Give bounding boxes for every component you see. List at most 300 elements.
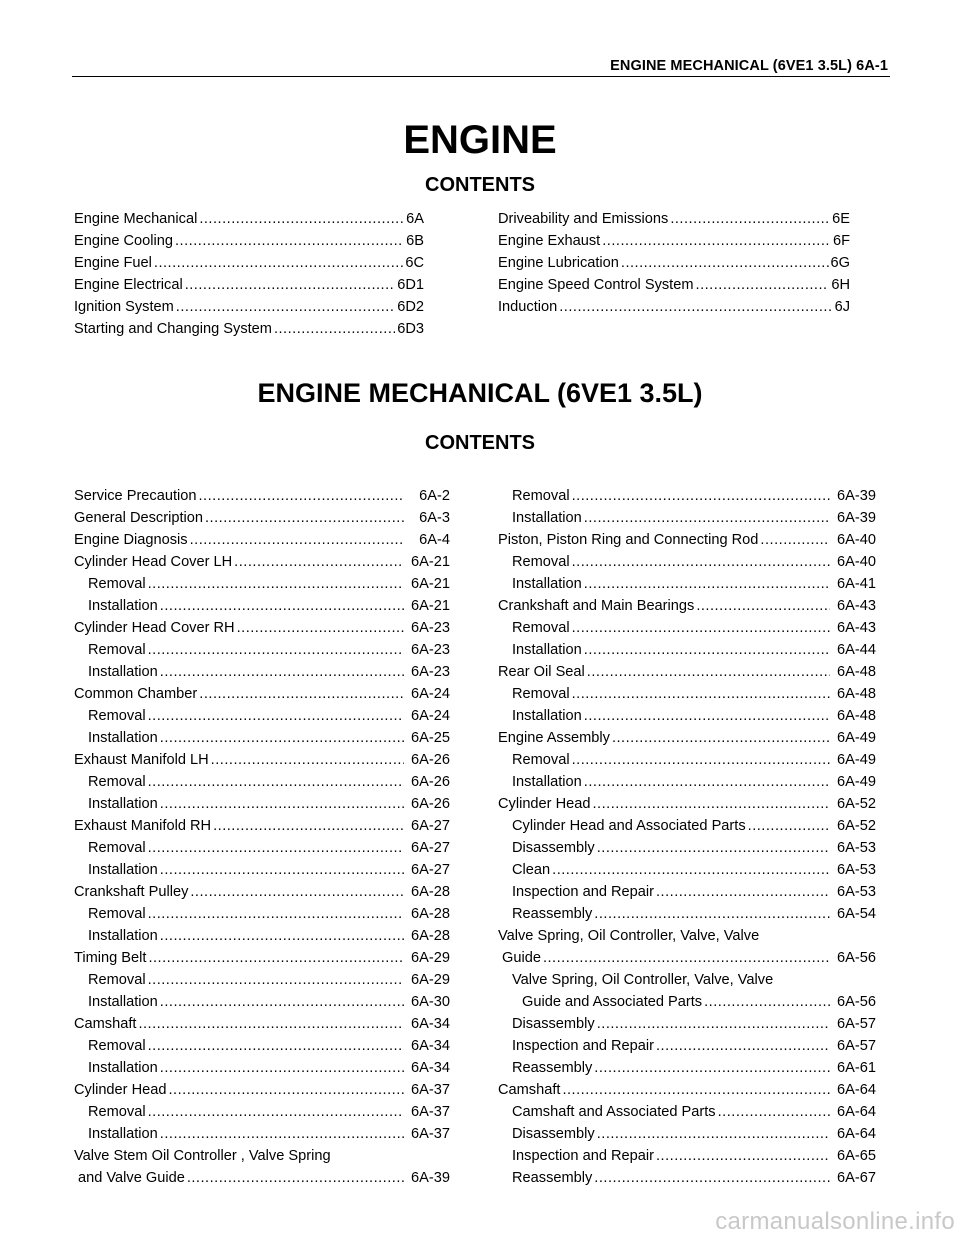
toc-entry-page: 6A-37 — [411, 1104, 450, 1120]
toc-entry-page: 6A-56 — [837, 950, 876, 966]
running-head: ENGINE MECHANICAL (6VE1 3.5L) 6A-1 — [610, 58, 888, 74]
toc-entry-label: Valve Spring, Oil Controller, Valve, Valve — [498, 928, 760, 944]
toc-entry-label: Removal — [512, 488, 570, 504]
toc-entry-label: Installation — [88, 1060, 158, 1076]
toc-entry[interactable] — [74, 230, 424, 252]
toc-entry-label: Disassembly — [512, 1016, 595, 1032]
toc-entry-label: Engine Assembly — [498, 730, 610, 746]
toc-leader-dots — [190, 881, 404, 903]
toc-entry[interactable] — [74, 1101, 450, 1123]
toc-leader-dots — [199, 208, 404, 230]
toc-entry-label: Starting and Changing System — [74, 321, 272, 337]
engine-toc-right — [498, 208, 850, 318]
toc-entry[interactable] — [498, 230, 850, 252]
toc-leader-dots — [572, 749, 830, 771]
toc-entry-page: 6A-48 — [837, 686, 876, 702]
toc-entry-page: 6A-67 — [837, 1170, 876, 1186]
toc-entry-label: Installation — [512, 708, 582, 724]
toc-entry-page: 6A-53 — [837, 862, 876, 878]
toc-entry-page: 6A-57 — [837, 1016, 876, 1032]
toc-entry-label: Reassembly — [512, 906, 593, 922]
toc-leader-dots — [562, 1079, 830, 1101]
toc-entry-label: Installation — [88, 796, 158, 812]
toc-leader-dots — [552, 859, 830, 881]
toc-leader-dots — [572, 617, 830, 639]
toc-entry-label: Installation — [88, 994, 158, 1010]
toc-entry[interactable] — [74, 925, 450, 947]
toc-entry[interactable] — [74, 617, 450, 639]
toc-leader-dots — [670, 208, 830, 230]
toc-leader-dots — [584, 507, 830, 529]
toc-leader-dots — [168, 1079, 404, 1101]
toc-leader-dots — [597, 1123, 830, 1145]
contents-heading-1: CONTENTS — [425, 174, 535, 196]
toc-entry-page: 6A — [406, 211, 424, 227]
toc-entry-label: Camshaft and Associated Parts — [512, 1104, 716, 1120]
toc-entry-label: Engine Exhaust — [498, 233, 601, 249]
toc-entry[interactable] — [498, 274, 850, 296]
toc-leader-dots — [572, 485, 830, 507]
toc-entry-page: 6A-56 — [837, 994, 876, 1010]
toc-leader-dots — [584, 705, 830, 727]
toc-entry[interactable] — [74, 1035, 450, 1057]
toc-entry[interactable] — [74, 727, 450, 749]
toc-entry-page: 6A-49 — [837, 730, 876, 746]
toc-leader-dots — [148, 639, 404, 661]
toc-entry-label: Disassembly — [512, 840, 595, 856]
toc-leader-dots — [213, 815, 404, 837]
toc-entry-page: 6A-27 — [411, 862, 450, 878]
toc-entry-page: 6A-26 — [411, 774, 450, 790]
toc-leader-dots — [138, 1013, 404, 1035]
toc-entry-page: 6A-23 — [411, 620, 450, 636]
toc-entry[interactable] — [498, 705, 876, 727]
toc-leader-dots — [594, 1057, 830, 1079]
toc-entry-page: 6A-48 — [837, 708, 876, 724]
toc-entry[interactable] — [74, 595, 450, 617]
toc-entry-label: Removal — [88, 906, 146, 922]
toc-entry[interactable] — [498, 551, 876, 573]
toc-entry[interactable] — [74, 749, 450, 771]
watermark: carmanualsonline.info — [715, 1208, 955, 1235]
toc-entry-label: Rear Oil Seal — [498, 664, 585, 680]
toc-entry[interactable] — [498, 507, 876, 529]
toc-leader-dots — [234, 551, 404, 573]
toc-entry-page: 6A-23 — [411, 642, 450, 658]
toc-entry-page: 6A-48 — [837, 664, 876, 680]
toc-leader-dots — [190, 529, 404, 551]
toc-entry-page: 6A-41 — [837, 576, 876, 592]
toc-entry-page: 6A-37 — [411, 1082, 450, 1098]
toc-entry-label: Timing Belt — [74, 950, 147, 966]
toc-entry[interactable] — [498, 1079, 876, 1101]
toc-leader-dots — [760, 529, 830, 551]
toc-entry-page: 6A-43 — [837, 598, 876, 614]
toc-entry-page: 6A-29 — [411, 950, 450, 966]
toc-entry-label: Engine Cooling — [74, 233, 173, 249]
toc-entry[interactable] — [498, 252, 850, 274]
toc-entry-label: Engine Diagnosis — [74, 532, 188, 548]
toc-leader-dots — [187, 1167, 404, 1189]
mech-toc-right — [498, 485, 876, 1189]
toc-entry[interactable] — [74, 793, 450, 815]
toc-entry-page: 6A-61 — [837, 1060, 876, 1076]
toc-entry[interactable] — [74, 639, 450, 661]
toc-entry[interactable] — [74, 771, 450, 793]
toc-entry[interactable] — [498, 991, 876, 1013]
toc-entry-label: Cylinder Head and Associated Parts — [512, 818, 746, 834]
toc-entry-label: Valve Stem Oil Controller , Valve Spring — [74, 1148, 331, 1164]
toc-leader-dots — [584, 771, 830, 793]
toc-entry[interactable] — [498, 485, 876, 507]
toc-entry-label: Installation — [512, 510, 582, 526]
toc-leader-dots — [160, 661, 404, 683]
toc-entry[interactable] — [74, 551, 450, 573]
toc-entry-page: 6A-28 — [411, 884, 450, 900]
toc-entry-label: Clean — [512, 862, 551, 878]
toc-leader-dots — [587, 661, 830, 683]
toc-entry-label: Driveability and Emissions — [498, 211, 669, 227]
toc-leader-dots — [211, 749, 404, 771]
toc-entry-label: Valve Spring, Oil Controller, Valve, Valve — [512, 972, 774, 988]
toc-entry-label: Installation — [88, 664, 158, 680]
toc-entry-page: 6A-26 — [411, 752, 450, 768]
toc-entry[interactable] — [498, 771, 876, 793]
toc-entry-label: Removal — [88, 1038, 146, 1054]
toc-leader-dots — [160, 859, 404, 881]
toc-leader-dots — [205, 507, 404, 529]
toc-entry-page: 6A-39 — [837, 488, 876, 504]
toc-entry-label: Crankshaft and Main Bearings — [498, 598, 695, 614]
toc-entry-label: Reassembly — [512, 1170, 593, 1186]
toc-entry-page: 6A-57 — [837, 1038, 876, 1054]
toc-leader-dots — [572, 683, 830, 705]
toc-leader-dots — [176, 296, 395, 318]
toc-entry-page: 6F — [832, 233, 850, 249]
toc-entry-label: Ignition System — [74, 299, 174, 315]
toc-entry[interactable] — [74, 252, 424, 274]
toc-entry[interactable] — [74, 991, 450, 1013]
toc-entry-page: 6A-53 — [837, 840, 876, 856]
toc-entry-label: Engine Speed Control System — [498, 277, 694, 293]
toc-entry[interactable] — [498, 296, 850, 318]
toc-entry-label: Engine Mechanical — [74, 211, 198, 227]
toc-entry-page: 6A-65 — [837, 1148, 876, 1164]
toc-leader-dots — [621, 252, 829, 274]
toc-entry-page: 6A-52 — [837, 818, 876, 834]
toc-entry[interactable] — [498, 529, 876, 551]
toc-entry-label: Removal — [88, 774, 146, 790]
toc-entry-page: 6A-34 — [411, 1038, 450, 1054]
toc-leader-dots — [148, 837, 404, 859]
toc-entry-label: Piston, Piston Ring and Connecting Rod — [498, 532, 759, 548]
toc-entry[interactable] — [498, 859, 876, 881]
toc-leader-dots — [696, 595, 830, 617]
toc-leader-dots — [559, 296, 832, 318]
toc-entry[interactable] — [498, 573, 876, 595]
toc-entry-page: 6A-4 — [419, 532, 450, 548]
toc-entry-label: Reassembly — [512, 1060, 593, 1076]
toc-entry-page: 6A-49 — [837, 752, 876, 768]
toc-entry[interactable] — [74, 507, 450, 529]
toc-entry[interactable] — [498, 661, 876, 683]
toc-entry-page: 6A-39 — [411, 1170, 450, 1186]
toc-entry-label: Installation — [88, 1126, 158, 1142]
toc-entry-page: 6A-28 — [411, 928, 450, 944]
toc-leader-dots — [584, 639, 830, 661]
toc-entry[interactable] — [74, 903, 450, 925]
toc-entry-label: Camshaft — [498, 1082, 561, 1098]
toc-entry-page: 6A-64 — [837, 1082, 876, 1098]
toc-entry-label: Cylinder Head Cover RH — [74, 620, 235, 636]
toc-entry-label: Installation — [88, 730, 158, 746]
toc-leader-dots — [602, 230, 831, 252]
toc-entry[interactable] — [498, 815, 876, 837]
toc-leader-dots — [175, 230, 404, 252]
toc-entry-page: 6E — [832, 211, 850, 227]
toc-leader-dots — [274, 318, 395, 340]
toc-leader-dots — [718, 1101, 830, 1123]
toc-entry[interactable] — [498, 617, 876, 639]
toc-entry-page: 6C — [405, 255, 424, 271]
toc-entry-page: 6D2 — [397, 299, 424, 315]
toc-entry-page: 6A-21 — [411, 598, 450, 614]
toc-entry[interactable] — [74, 859, 450, 881]
toc-leader-dots — [160, 925, 404, 947]
toc-entry-page: 6A-2 — [419, 488, 450, 504]
toc-entry-label: Exhaust Manifold RH — [74, 818, 212, 834]
toc-entry[interactable] — [74, 705, 450, 727]
toc-entry-page: 6A-28 — [411, 906, 450, 922]
toc-entry-page: 6A-53 — [837, 884, 876, 900]
toc-leader-dots — [160, 727, 404, 749]
toc-entry[interactable] — [74, 837, 450, 859]
toc-entry[interactable] — [74, 485, 450, 507]
toc-entry-label: and Valve Guide — [78, 1170, 185, 1186]
toc-entry[interactable] — [74, 208, 424, 230]
toc-leader-dots — [572, 551, 830, 573]
toc-entry[interactable] — [74, 1123, 450, 1145]
toc-entry[interactable] — [74, 947, 450, 969]
toc-entry[interactable] — [498, 1035, 876, 1057]
toc-leader-dots — [237, 617, 404, 639]
toc-entry[interactable] — [74, 1167, 450, 1189]
toc-entry-page: 6A-44 — [837, 642, 876, 658]
toc-entry[interactable] — [498, 208, 850, 230]
toc-entry-label: Installation — [512, 774, 582, 790]
toc-leader-dots — [584, 573, 830, 595]
toc-entry-page: 6A-23 — [411, 664, 450, 680]
toc-entry[interactable] — [498, 1167, 876, 1189]
toc-entry[interactable] — [74, 274, 424, 296]
toc-leader-dots — [148, 947, 404, 969]
toc-entry-label: Cylinder Head — [74, 1082, 167, 1098]
toc-entry-label: Inspection and Repair — [512, 1148, 654, 1164]
toc-entry-page: 6A-21 — [411, 554, 450, 570]
toc-entry-label: Exhaust Manifold LH — [74, 752, 209, 768]
toc-entry-page: 6A-64 — [837, 1104, 876, 1120]
toc-entry-page: 6A-27 — [411, 840, 450, 856]
toc-entry-page: 6A-52 — [837, 796, 876, 812]
toc-entry-label: Removal — [512, 554, 570, 570]
toc-entry-page: 6A-3 — [419, 510, 450, 526]
toc-entry[interactable] — [498, 1013, 876, 1035]
toc-entry[interactable] — [498, 727, 876, 749]
toc-entry-label: General Description — [74, 510, 203, 526]
toc-entry-page: 6H — [831, 277, 850, 293]
toc-entry-label: Installation — [88, 598, 158, 614]
toc-leader-dots — [199, 683, 404, 705]
toc-entry[interactable] — [74, 661, 450, 683]
toc-leader-dots — [160, 1123, 404, 1145]
toc-entry[interactable] — [74, 573, 450, 595]
toc-entry-label: Installation — [512, 576, 582, 592]
toc-leader-dots — [543, 947, 830, 969]
toc-entry[interactable] — [498, 925, 876, 947]
toc-entry-label: Removal — [512, 620, 570, 636]
toc-entry-page: 6A-24 — [411, 686, 450, 702]
toc-entry-label: Engine Lubrication — [498, 255, 619, 271]
toc-leader-dots — [696, 274, 830, 296]
toc-leader-dots — [160, 793, 404, 815]
toc-entry-page: 6A-30 — [411, 994, 450, 1010]
toc-entry[interactable] — [498, 1101, 876, 1123]
toc-entry[interactable] — [498, 1057, 876, 1079]
toc-leader-dots — [160, 595, 404, 617]
toc-entry-page: 6A-43 — [837, 620, 876, 636]
toc-entry[interactable] — [498, 837, 876, 859]
toc-leader-dots — [154, 252, 403, 274]
toc-entry-page: 6A-29 — [411, 972, 450, 988]
toc-entry-label: Guide and Associated Parts — [522, 994, 703, 1010]
toc-entry-label: Installation — [512, 642, 582, 658]
toc-entry-label: Removal — [88, 840, 146, 856]
toc-entry-label: Removal — [512, 686, 570, 702]
toc-entry-label: Cylinder Head — [498, 796, 591, 812]
toc-entry[interactable] — [498, 969, 876, 991]
page-title: ENGINE — [403, 118, 557, 162]
engine-toc-left — [74, 208, 424, 340]
toc-entry-page: 6A-39 — [837, 510, 876, 526]
toc-leader-dots — [656, 1035, 830, 1057]
toc-entry[interactable] — [74, 1013, 450, 1035]
toc-entry-page: 6A-64 — [837, 1126, 876, 1142]
toc-entry[interactable] — [498, 793, 876, 815]
toc-entry-label: Removal — [512, 752, 570, 768]
toc-entry[interactable] — [74, 529, 450, 551]
toc-entry-page: 6A-34 — [411, 1016, 450, 1032]
mech-toc-left — [74, 485, 450, 1189]
toc-entry-label: Crankshaft Pulley — [74, 884, 189, 900]
toc-entry-page: 6A-40 — [837, 532, 876, 548]
toc-entry[interactable] — [74, 1057, 450, 1079]
toc-entry-page: 6B — [406, 233, 424, 249]
toc-entry[interactable] — [498, 749, 876, 771]
toc-entry[interactable] — [74, 318, 424, 340]
toc-leader-dots — [592, 793, 830, 815]
toc-entry-label: Inspection and Repair — [512, 1038, 654, 1054]
toc-entry-page: 6J — [834, 299, 850, 315]
toc-entry-label: Removal — [88, 972, 146, 988]
toc-entry[interactable] — [498, 947, 876, 969]
toc-entry-page: 6A-27 — [411, 818, 450, 834]
toc-leader-dots — [148, 969, 404, 991]
toc-entry[interactable] — [74, 296, 424, 318]
toc-leader-dots — [597, 837, 830, 859]
toc-leader-dots — [594, 903, 830, 925]
toc-entry-page: 6A-40 — [837, 554, 876, 570]
toc-entry[interactable] — [498, 683, 876, 705]
toc-leader-dots — [612, 727, 830, 749]
toc-entry[interactable] — [74, 1079, 450, 1101]
toc-entry[interactable] — [498, 639, 876, 661]
toc-entry[interactable] — [74, 815, 450, 837]
section-title: ENGINE MECHANICAL (6VE1 3.5L) — [257, 378, 703, 408]
toc-entry-label: Removal — [88, 642, 146, 658]
toc-entry[interactable] — [498, 1123, 876, 1145]
toc-leader-dots — [594, 1167, 830, 1189]
toc-leader-dots — [597, 1013, 830, 1035]
toc-entry-page: 6A-24 — [411, 708, 450, 724]
toc-leader-dots — [148, 573, 404, 595]
toc-entry[interactable] — [498, 1145, 876, 1167]
toc-leader-dots — [148, 903, 404, 925]
toc-entry-label: Disassembly — [512, 1126, 595, 1142]
toc-entry[interactable] — [498, 881, 876, 903]
toc-leader-dots — [704, 991, 830, 1013]
toc-entry-label: Induction — [498, 299, 558, 315]
toc-entry[interactable] — [74, 683, 450, 705]
contents-heading-2: CONTENTS — [425, 432, 535, 454]
toc-entry[interactable] — [74, 1145, 450, 1167]
toc-entry-page: 6A-21 — [411, 576, 450, 592]
toc-leader-dots — [148, 1101, 404, 1123]
toc-entry-page: 6A-26 — [411, 796, 450, 812]
toc-entry-label: Removal — [88, 708, 146, 724]
toc-entry-page: 6D1 — [397, 277, 424, 293]
toc-entry-label: Inspection and Repair — [512, 884, 654, 900]
toc-entry[interactable] — [498, 903, 876, 925]
toc-entry-label: Guide — [502, 950, 541, 966]
toc-entry-label: Service Precaution — [74, 488, 197, 504]
toc-entry-label: Engine Electrical — [74, 277, 183, 293]
toc-entry-page: 6A-37 — [411, 1126, 450, 1142]
toc-entry-label: Camshaft — [74, 1016, 137, 1032]
toc-leader-dots — [148, 1035, 404, 1057]
toc-entry-label: Engine Fuel — [74, 255, 152, 271]
toc-entry-page: 6A-25 — [411, 730, 450, 746]
header-rule — [72, 76, 890, 77]
toc-entry-page: 6A-49 — [837, 774, 876, 790]
toc-entry[interactable] — [74, 881, 450, 903]
toc-entry-page: 6A-54 — [837, 906, 876, 922]
toc-entry[interactable] — [498, 595, 876, 617]
toc-entry-label: Installation — [88, 862, 158, 878]
toc-entry-page: 6G — [830, 255, 850, 271]
toc-leader-dots — [148, 705, 404, 727]
toc-leader-dots — [199, 485, 405, 507]
toc-entry-label: Removal — [88, 576, 146, 592]
toc-leader-dots — [748, 815, 830, 837]
toc-leader-dots — [656, 881, 830, 903]
toc-entry-page: 6A-34 — [411, 1060, 450, 1076]
toc-leader-dots — [160, 991, 404, 1013]
toc-leader-dots — [656, 1145, 830, 1167]
toc-entry[interactable] — [74, 969, 450, 991]
toc-entry-label: Cylinder Head Cover LH — [74, 554, 233, 570]
toc-leader-dots — [160, 1057, 404, 1079]
toc-leader-dots — [148, 771, 404, 793]
